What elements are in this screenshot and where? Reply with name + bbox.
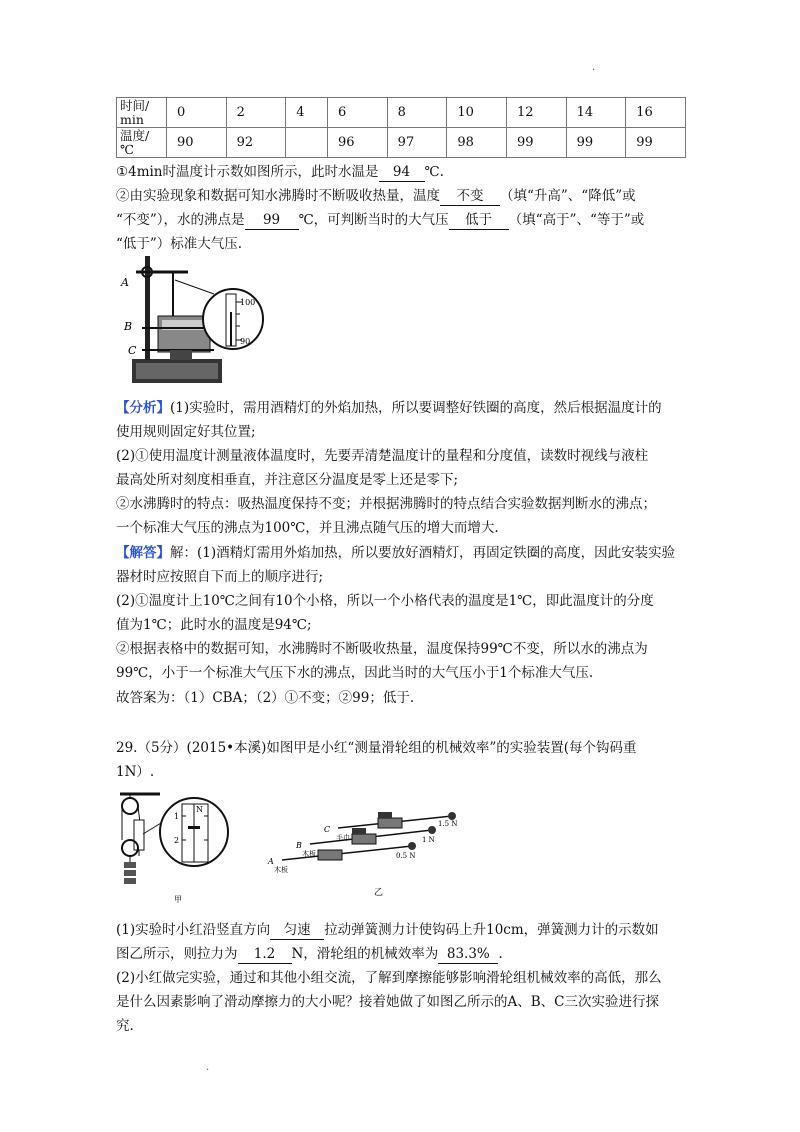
answer-line-6: 99℃，小于一个标准大气压下水的沸点，因此当时的大气压小于1个标准大气压. xyxy=(116,665,594,681)
analysis-line-1: 【分析】(1)实验时，需用酒精灯的外焰加热，所以要调整好铁圈的高度，然后根据温度计的 xyxy=(116,400,662,416)
answer-line-7: 故答案为：（1）CBA；（2）①不变；②99；低于. xyxy=(116,690,415,706)
table-cell xyxy=(286,128,328,158)
exp-a: A xyxy=(268,857,274,866)
table-cell: 99 xyxy=(506,128,566,158)
friction-experiments-figure xyxy=(262,812,462,878)
force-1-5: 1.5 N xyxy=(438,820,458,828)
analysis-tag: 【分析】 xyxy=(116,400,170,416)
table-cell: 16 xyxy=(626,98,686,128)
label-b: B xyxy=(124,320,133,333)
table-cell: 2 xyxy=(226,98,286,128)
fig-label-yi: 乙 xyxy=(374,888,384,898)
answer-blank: 1.2 xyxy=(238,946,292,964)
scale-unit: N xyxy=(196,805,203,814)
table-cell: 98 xyxy=(447,128,507,158)
surface-towel: 毛巾 xyxy=(336,834,350,842)
table-cell: 10 xyxy=(447,98,507,128)
table-cell: 99 xyxy=(626,128,686,158)
answer-line-1: 【解答】解：(1)酒精灯需用外焰加热，所以要放好酒精灯，再固定铁圈的高度，因此安装实验 xyxy=(116,545,676,561)
pulley-figure xyxy=(116,790,248,905)
temperature-table xyxy=(116,97,686,158)
analysis-line-5: ②水沸腾时的特点：吸热温度保持不变；并根据沸腾时的特点结合实验数据判断水的沸点； xyxy=(116,496,656,512)
force-0-5: 0.5 N xyxy=(396,852,416,860)
tick-100: 100 xyxy=(240,298,256,307)
scale-2: 2 xyxy=(174,836,180,845)
boiling-apparatus-figure xyxy=(118,254,268,389)
p1-line-2: 图乙所示，则拉力为 1.2 N，滑轮组的机械效率为 83.3% . xyxy=(116,946,503,962)
answer-blank: 匀速 xyxy=(270,922,324,940)
fig-label-jia: 甲 xyxy=(174,895,182,904)
p2-line-3: 究. xyxy=(116,1018,134,1034)
table-row xyxy=(117,98,686,128)
answer-blank: 99 xyxy=(245,212,299,230)
answer-line-2: 器材时应按照自下而上的顺序进行; xyxy=(116,569,324,585)
label-c: C xyxy=(128,344,137,357)
tick-90: 90 xyxy=(240,337,251,346)
answer-line-3: (2)①温度计上10℃之间有10个小格，所以一个小格代表的温度是1℃，即此温度计的分度 xyxy=(116,593,654,609)
table-cell: 96 xyxy=(328,128,388,158)
answer-line-4: 值为1℃；此时水的温度是94℃; xyxy=(116,617,312,633)
surface-wood-a: 木板 xyxy=(274,866,288,874)
q2-line-3: “低于”）标准大气压. xyxy=(116,236,243,252)
table-cell: 0 xyxy=(167,98,227,128)
label-a: A xyxy=(121,276,129,289)
answer-blank: 不变 xyxy=(440,188,500,206)
q1-line: ①4min时温度计示数如图所示，此时水温是 94 ℃. xyxy=(116,164,444,180)
surface-wood-b: 木板 xyxy=(302,850,316,858)
row-header: 时间/ min xyxy=(117,98,167,128)
page-dot-top: . xyxy=(592,62,596,73)
analysis-line-2: 使用规则固定好其位置; xyxy=(116,424,256,440)
table-cell: 12 xyxy=(506,98,566,128)
answer-blank: 低于 xyxy=(449,212,509,230)
row-header: 温度/ ℃ xyxy=(117,128,167,158)
force-1: 1 N xyxy=(422,836,435,844)
q2-line-1: ②由实验现象和数据可知水沸腾时不断吸收热量，温度 不变 （填“升高”、“降低”或 xyxy=(116,188,636,204)
table-row xyxy=(117,128,686,158)
table-cell: 4 xyxy=(286,98,328,128)
analysis-line-3: (2)①使用温度计测量液体温度时，先要弄清楚温度计的量程和分度值，读数时视线与液柱 xyxy=(116,448,649,464)
table-cell: 8 xyxy=(387,98,447,128)
exp-b: B xyxy=(296,841,302,850)
table-cell: 6 xyxy=(328,98,388,128)
p2-line-1: (2)小红做完实验，通过和其他小组交流，了解到摩擦能够影响滑轮组机械效率的高低，那么 xyxy=(116,970,662,986)
scale-1: 1 xyxy=(174,812,180,821)
exp-c: C xyxy=(324,825,331,834)
page-dot-bottom: . xyxy=(206,1062,210,1073)
answer-tag: 【解答】 xyxy=(116,545,170,561)
table-cell: 90 xyxy=(167,128,227,158)
table-cell: 99 xyxy=(566,128,626,158)
p2-line-2: 是什么因素影响了滑动摩擦力的大小呢？接着她做了如图乙所示的A、B、C三次实验进行探 xyxy=(116,994,659,1010)
q29-line-1: 29.（5分）(2015•本溪)如图甲是小红“测量滑轮组的机械效率”的实验装置(每个钩码重 xyxy=(116,740,637,756)
answer-line-5: ②根据表格中的数据可知，水沸腾时不断吸收热量，温度保持99℃不变，所以水的沸点为 xyxy=(116,641,648,657)
answer-blank: 94 xyxy=(379,164,425,182)
q29-line-2: 1N）. xyxy=(116,764,155,780)
analysis-line-6: 一个标准大气压的沸点为100℃，并且沸点随气压的增大而增大. xyxy=(116,520,499,536)
q2-line-2: “不变”），水的沸点是 99 ℃，可判断当时的大气压 低于 （填“高于”、“等于”或 xyxy=(116,212,645,228)
analysis-line-4: 最高处所对刻度相垂直，并注意区分温度是零上还是零下; xyxy=(116,472,459,488)
table-cell: 97 xyxy=(387,128,447,158)
answer-blank: 83.3% xyxy=(438,946,498,964)
p1-line-1: (1)实验时小红沿竖直方向 匀速 拉动弹簧测力计使钩码上升10cm，弹簧测力计的示数如 xyxy=(116,922,659,938)
table-cell: 92 xyxy=(226,128,286,158)
table-cell: 14 xyxy=(566,98,626,128)
